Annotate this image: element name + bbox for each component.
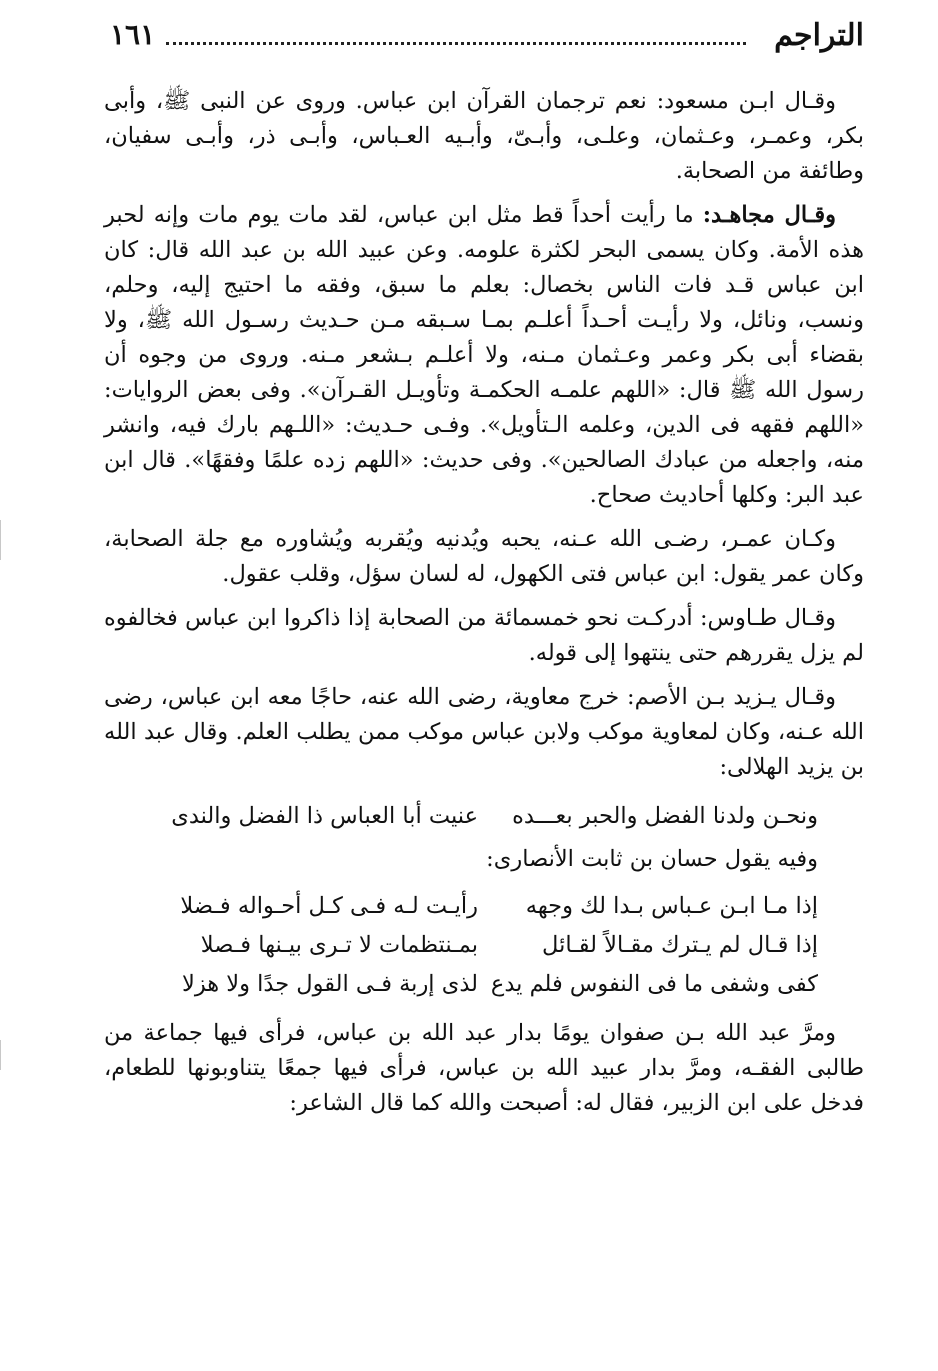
verse-first-hemistich: كفى وشفى ما فى النفوس فلم يدع: [490, 971, 818, 997]
paragraph: [104, 84, 864, 189]
paragraph: [104, 522, 864, 592]
paragraph-text: وكـان عمـر، رضـى الله عـنه، يحبه ويُدنيه ويُقربه ويُشاوره مع جلة الصحابة، وكان عمر يقول: ابن عباس فتى الكهول، له لسان سؤل، وقلب عقول.: [104, 526, 864, 587]
page-header: [104, 10, 864, 60]
poem-verse: [104, 926, 864, 965]
paragraph-text: ما رأيت أحداً قط مثل ابن عباس، لقد مات يوم مات وإنه لحبر هذه الأمة. وكان يسمى البحر لكثرة علومه. وعن عبيد الله بن عبد الله قال: كان ابن عباس قـد فات الناس بخصال: بعلم ما سبق، وفقه ما احتيج إليه، وحلم، ونسب، ونائل، ولا رأيـت أحـداً أعلـم بمـا سـبقه مـن حـديث رسـول الله ﷺ، ولا بقضاء أبى بكر وعمر وعـثمان مـنه، ولا أعلـم بـشعر مـنه. وروى من وجوه أن رسول الله ﷺ قال: «اللهم علمـه الحكمـة وتأويـل القـرآن». وفى بعض الروايات: «اللهم فقهه فى الدين، وعلمه الـتأويل». وفـى حـديث: «اللـهم بارك فيه، وانشر منه، واجعله من عبادك الصالحين». وفى حديث: «اللهم زده علمًا وفقهًا». قال ابن عبد البر: وكلها أحاديث صحاح.: [104, 202, 864, 508]
verse-first-hemistich: إذا مـا ابـن عـباس بـدا لك وجهه: [525, 893, 818, 919]
paragraph: [104, 1016, 864, 1121]
paragraph: [104, 680, 864, 785]
scan-edge-mark: [0, 520, 1, 560]
paragraph-text: ومرَّ عبد الله بـن صفوان يومًا بدار عبد الله بن عباس، فرأى فيها جماعة من طالبى الفقـه، ومرَّ بدار عبيد الله بن عباس، فرأى فيها جمعًا يتناوبونها للطعام، فدخل على ابن الزبير، فقال له: أصبحت والله كما قال الشاعر:: [104, 1020, 864, 1116]
header-dotted-leader: [166, 42, 746, 45]
verse-first-hemistich: ونحـن ولدنا الفضل والحبر بعـــده: [512, 803, 818, 829]
poem-verse: [104, 887, 864, 926]
scan-edge-mark: [0, 1040, 1, 1070]
paragraph-text: وقـال طـاوس: أدركـت نحو خمسمائة من الصحابة إذا ذاكروا ابن عباس فخالفوه لم يزل يقررهم حتى ينتهوا إلى قوله.: [104, 605, 864, 666]
page-number: ١٦١: [110, 18, 156, 51]
verse-first-hemistich: إذا قـال لم يـترك مقـالاً لقـائل: [542, 932, 818, 958]
poem-verse: [104, 797, 864, 836]
verse-second-hemistich: لذى إربة فـى القول جدًا ولا هزلا: [182, 971, 478, 997]
book-page: [104, 10, 864, 1130]
poem-verse-block: [104, 887, 864, 1004]
paragraph-lead: وقـال مجاهـد:: [702, 202, 836, 228]
paragraph-text: وقـال يـزيد بـن الأصم: خرج معاوية، رضى الله عنه، حاجًا معه ابن عباس، رضى الله عـنه، وكان لمعاوية موكب ولابن عباس موكب ممن يطلب العلم. وقال عبد الله بن يزيد الهلالى:: [104, 684, 864, 780]
poem-verse: [104, 965, 864, 1004]
running-title: التراجم: [774, 18, 864, 53]
verse-second-hemistich: عنيت أبا العباس ذا الفضل والندى: [171, 803, 478, 829]
paragraph: [104, 198, 864, 513]
paragraph-text: وقـال ابـن مسعود: نعم ترجمان القرآن ابن عباس. وروى عن النبى ﷺ، وأبى بكر، وعمـر، وعـثمان، وعلـى، وأبـىّ، وأبـيه العـباس، وأبـى ذر، وأبـى سفيان، وطائفة من الصحابة.: [104, 88, 864, 184]
poem-verse-block: [104, 797, 864, 836]
paragraph-text: وفيه يقول حسان بن ثابت الأنصارى:: [486, 846, 818, 872]
verse-introduction: [104, 842, 864, 877]
paragraph: [104, 601, 864, 671]
verse-second-hemistich: رأيـت لـه فـى كـل أحـواله فـضلا: [180, 893, 478, 919]
verse-second-hemistich: بمـنتظمات لا تـرى بيـنها فـصلا: [200, 932, 478, 958]
